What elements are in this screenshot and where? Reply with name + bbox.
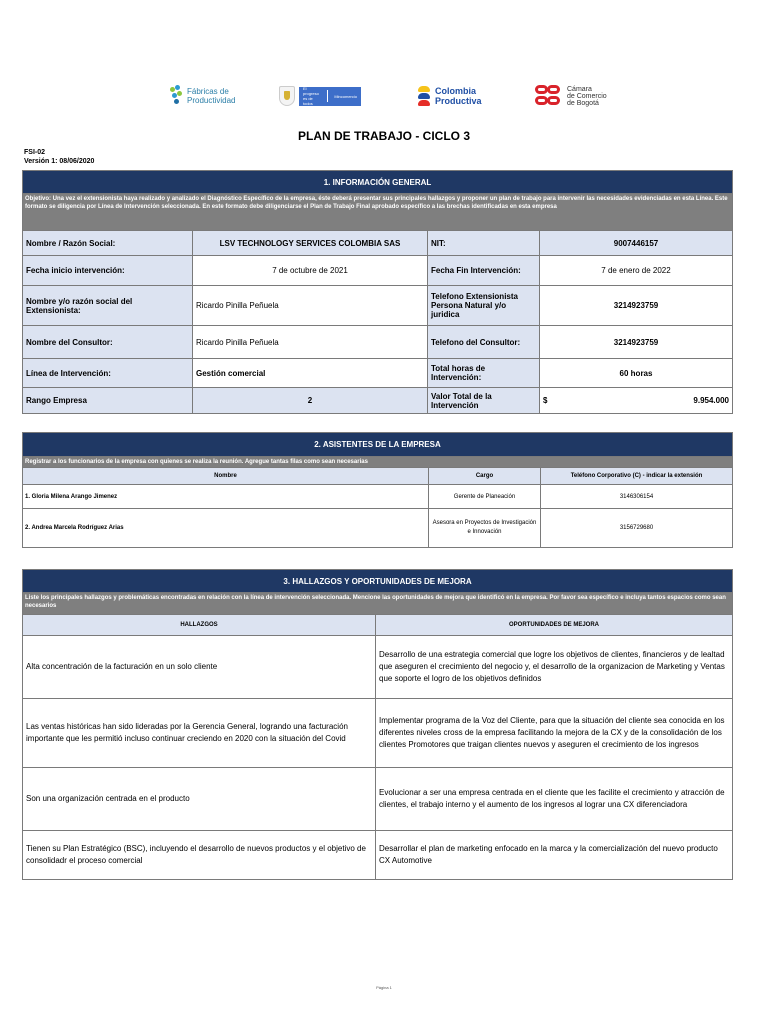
findings-table — [22, 569, 733, 880]
opportunity-text: Desarrollar el plan de marketing enfocado en la marca y la comercialización del nuevo producto CX Automotive — [376, 831, 733, 880]
consultant-label: Nombre del Consultor: — [23, 326, 193, 359]
total-value-cell — [540, 388, 733, 414]
attendee-name: 1. Gloria Milena Arango Jimenez — [23, 485, 429, 509]
finding-text: Las ventas históricas han sido lideradas por la Gerencia General, logrando una facturación importante que les permitió incluso continuar creciendo en 2020 con la situación del Covid — [23, 699, 376, 768]
coat-of-arms-icon — [279, 86, 295, 106]
company-value: LSV TECHNOLOGY SERVICES COLOMBIA SAS — [193, 231, 428, 256]
cp-text-2: Productiva — [435, 96, 482, 106]
extensionist-phone-label: Telefono Extensionista Persona Natural y/o juridica — [428, 286, 540, 326]
company-range-label: Rango Empresa — [23, 388, 193, 414]
end-date-label: Fecha Fin Intervención: — [428, 256, 540, 286]
section3-note: Liste los principales hallazgos y problemáticas encontradas en relación con la línea de intervención seleccionada. Mencione las oportunidades de mejora que identificó en la empresa. Por favor sea específico e incluya tantos espacios como sean necesarios — [23, 593, 733, 615]
gov-text-1: El progreso — [303, 86, 319, 96]
cp-text-1: Colombia — [435, 86, 477, 96]
colombia-productiva-logo — [418, 82, 482, 110]
camara-comercio-icon — [535, 85, 563, 107]
fabricas-leaf-icon — [170, 85, 184, 107]
logo-bar — [0, 82, 768, 112]
fabricas-logo — [170, 82, 235, 110]
table-row — [23, 636, 733, 699]
total-value-label: Valor Total de la Intervención — [428, 388, 540, 414]
table-row — [23, 485, 733, 509]
document-version: Versión 1: 08/06/2020 — [24, 158, 95, 165]
total-hours-value: 60 horas — [540, 359, 733, 388]
column-header-opportunities: OPORTUNIDADES DE MEJORA — [376, 615, 733, 636]
opportunity-text: Implementar programa de la Voz del Cliente, para que la situación del cliente sea conocida en los diferentes niveles cross de la empresa facilitando la mejora de la CX y de la consolidación de los clientes Promotores que traigan clientes nuevos y aseguren el crecimiento de los ingresos — [376, 699, 733, 768]
finding-text: Tienen su Plan Estratégico (BSC), incluyendo el desarrollo de nuevos productos y el objetivo de consolidadr el proceso comercial — [23, 831, 376, 880]
start-date-value: 7 de octubre de 2021 — [193, 256, 428, 286]
column-header-role: Cargo — [429, 468, 541, 485]
page-number: Página 1 — [376, 985, 392, 990]
table-row — [23, 509, 733, 548]
column-header-name: Nombre — [23, 468, 429, 485]
gov-text-2: es de todos — [303, 96, 313, 106]
extensionist-phone-value: 3214923759 — [540, 286, 733, 326]
end-date-value: 7 de enero de 2022 — [540, 256, 733, 286]
ccb-text-2: de Comercio — [567, 92, 607, 100]
nit-value: 9007446157 — [540, 231, 733, 256]
currency-symbol: $ — [543, 396, 548, 405]
column-header-findings: HALLAZGOS — [23, 615, 376, 636]
extensionist-label: Nombre y/o razón social del Extensionista: — [23, 286, 193, 326]
document-code: FSI-02 — [24, 149, 46, 156]
extensionist-value: Ricardo Pinilla Peñuela — [193, 286, 428, 326]
fabricas-text-1: Fábricas de — [187, 87, 229, 96]
page-title: PLAN DE TRABAJO - CICLO 3 — [297, 129, 470, 143]
attendee-role: Gerente de Planeación — [429, 485, 541, 509]
opportunity-text: Evolucionar a ser una empresa centrada en el cliente que les facilite el crecimiento y atracción de clientes, el trabajo interno y el aumento de los ingresos al lograr una CX diferenciadora — [376, 768, 733, 831]
attendees-table — [22, 432, 733, 548]
table-row — [23, 768, 733, 831]
consultant-phone-value: 3214923759 — [540, 326, 733, 359]
section2-header: 2. ASISTENTES DE LA EMPRESA — [23, 433, 733, 457]
consultant-phone-label: Telefono del Consultor: — [428, 326, 540, 359]
finding-text: Son una organización centrada en el producto — [23, 768, 376, 831]
table-row — [23, 831, 733, 880]
ccb-text-1: Cámara — [567, 85, 592, 93]
company-label: Nombre / Razón Social: — [23, 231, 193, 256]
intervention-line-value: Gestión comercial — [193, 359, 428, 388]
opportunity-text: Desarrollo de una estrategia comercial que logre los objetivos de clientes, financieros y de lealtad que aseguren el crecimiento del negocio y, el desarrollo de la organizacion de Marketing y Ventas que soporte el logro de los objetivos definidos — [376, 636, 733, 699]
section2-note: Registrar a los funcionarios de la empresa con quienes se realiza la reunión. Agregue tantas filas como sean necesarias — [23, 457, 733, 468]
finding-text: Alta concentración de la facturación en un solo cliente — [23, 636, 376, 699]
start-date-label: Fecha inicio intervención: — [23, 256, 193, 286]
attendee-name: 2. Andrea Marcela Rodríguez Arias — [23, 509, 429, 548]
total-value-amount: 9.954.000 — [693, 396, 729, 405]
attendee-phone: 3146306154 — [541, 485, 733, 509]
column-header-phone: Teléfono Corporativo (C) - indicar la extensión — [541, 468, 733, 485]
attendee-phone: 3156729680 — [541, 509, 733, 548]
camara-comercio-logo — [535, 82, 607, 110]
general-info-table — [22, 170, 733, 414]
total-hours-label: Total horas de Intervención: — [428, 359, 540, 388]
colombia-productiva-icon — [418, 86, 432, 106]
nit-label: NIT: — [428, 231, 540, 256]
table-row — [23, 699, 733, 768]
intervention-line-label: Línea de Intervención: — [23, 359, 193, 388]
ccb-text-3: de Bogotá — [567, 99, 599, 107]
ministry-text: Mincomercio — [334, 93, 357, 99]
consultant-value: Ricardo Pinilla Peñuela — [193, 326, 428, 359]
section1-header: 1. INFORMACIÓN GENERAL — [23, 171, 733, 194]
fabricas-text-2: Productividad — [187, 96, 236, 105]
government-logo — [279, 85, 361, 107]
company-range-value: 2 — [193, 388, 428, 414]
attendee-role: Asesora en Proyectos de Investigación e Innovación — [429, 509, 541, 548]
section1-objective: Objetivo: Una vez el extensionista haya realizado y analizado el Diagnóstico Específico de la empresa, éste deberá presentar sus principales hallazgos y proponer un plan de trabajo para intervenir las necesidades evidenciadas en esta Línea. Este formato se diligencia por Línea de Intervención seleccionada. En este formato debe diligenciarse el Plan de Trabajo Final aprobado específico a las brechas identificadas en esta empresa — [23, 194, 733, 231]
section3-header: 3. HALLAZGOS Y OPORTUNIDADES DE MEJORA — [23, 570, 733, 593]
